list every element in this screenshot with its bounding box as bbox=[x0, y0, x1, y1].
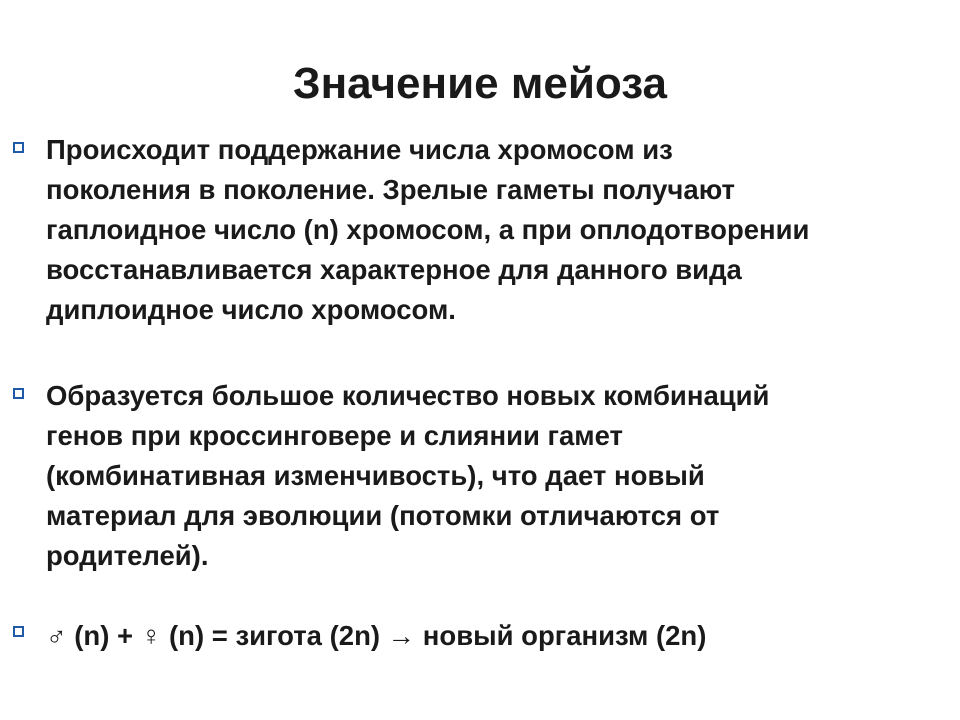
bullet-line: гаплоидное число (n) хромосом, а при оплодотворении bbox=[46, 214, 810, 245]
square-bullet-icon bbox=[13, 388, 24, 399]
slide-title: Значение мейоза bbox=[293, 59, 667, 108]
bullet-line: родителей). bbox=[46, 540, 209, 571]
bullet-line: поколения в поколение. Зрелые гаметы получают bbox=[46, 174, 735, 205]
bullet-line: Образуется большое количество новых комбинаций bbox=[46, 380, 770, 411]
square-bullet-icon bbox=[13, 626, 24, 637]
bullet-line: материал для эволюции (потомки отличаются от bbox=[46, 500, 720, 531]
bullet-text bbox=[46, 616, 946, 656]
bullet-text bbox=[46, 130, 946, 330]
bullet-line: генов при кроссинговере и слиянии гамет bbox=[46, 420, 624, 451]
bullet-line: Происходит поддержание числа хромосом из bbox=[46, 134, 673, 165]
bullet-line: восстанавливается характерное для данного вида bbox=[46, 254, 742, 285]
bullet-line: диплоидное число хромосом. bbox=[46, 294, 456, 325]
square-bullet-icon bbox=[13, 142, 24, 153]
bullet-line: ♂ (n) + ♀ (n) = зигота (2n) → новый организм (2n) bbox=[46, 620, 707, 651]
bullet-text bbox=[46, 376, 946, 576]
bullet-line: (комбинативная изменчивость), что дает новый bbox=[46, 460, 705, 491]
